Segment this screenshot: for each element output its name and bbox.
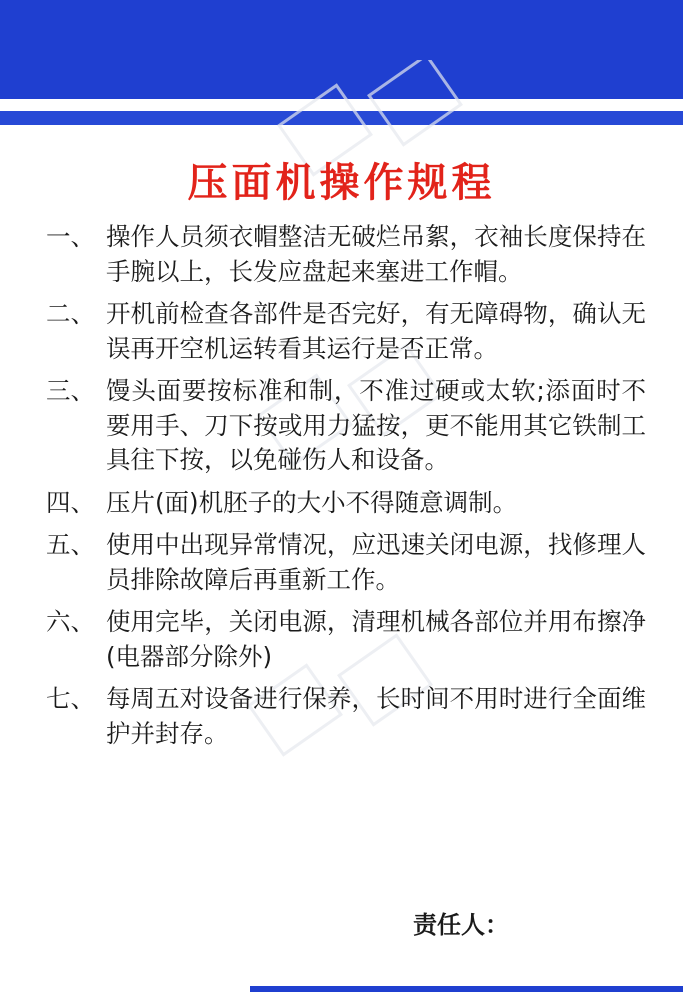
rule-text: 操作人员须衣帽整洁无破烂吊絮，衣袖长度保持在手腕以上，长发应盘起来塞进工作帽。 xyxy=(106,222,646,286)
header-stripe xyxy=(0,111,683,125)
rule-item xyxy=(46,297,646,366)
rules-list xyxy=(46,220,646,751)
rule-number: 六、 xyxy=(46,607,95,636)
rule-number: 四、 xyxy=(46,487,95,517)
rule-text: 使用中出现异常情况，应迅速关闭电源，找修理人员排除故障后再重新工作。 xyxy=(106,530,646,594)
rule-text: 开机前检查各部件是否完好，有无障碍物，确认无误再开空机运转看其运行是否正常。 xyxy=(106,299,646,363)
rule-item xyxy=(46,605,646,674)
rule-text: 每周五对设备进行保养，长时间不用时进行全面维护并封存。 xyxy=(106,684,646,748)
rule-text: 使用完毕，关闭电源，清理机械各部位并用布擦净(电器部分除外) xyxy=(106,607,646,671)
rule-text: 压片(面)机胚子的大小不得随意调制。 xyxy=(106,487,518,517)
rule-item xyxy=(46,374,646,478)
page-title: 压面机操作规程 xyxy=(187,160,496,206)
rule-text: 馒头面要按标准和制，不准过硬或太软;添面时不要用手、刀下按或用力猛按，更不能用其它铁制工具往下按，以免碰伤人和设备。 xyxy=(106,376,646,474)
rule-item xyxy=(46,486,646,521)
rule-number: 五、 xyxy=(46,530,95,559)
rule-item xyxy=(46,528,646,597)
rule-number: 七、 xyxy=(46,684,95,713)
rule-number: 一、 xyxy=(46,222,95,251)
header-band xyxy=(0,0,683,99)
footer-stripe xyxy=(250,986,683,992)
rule-number: 三、 xyxy=(46,376,95,405)
responsible-person-label: 责任人： xyxy=(413,911,509,939)
header-gap xyxy=(0,99,683,111)
rule-item xyxy=(46,220,646,289)
rule-item xyxy=(46,682,646,751)
rule-number: 二、 xyxy=(46,299,95,328)
